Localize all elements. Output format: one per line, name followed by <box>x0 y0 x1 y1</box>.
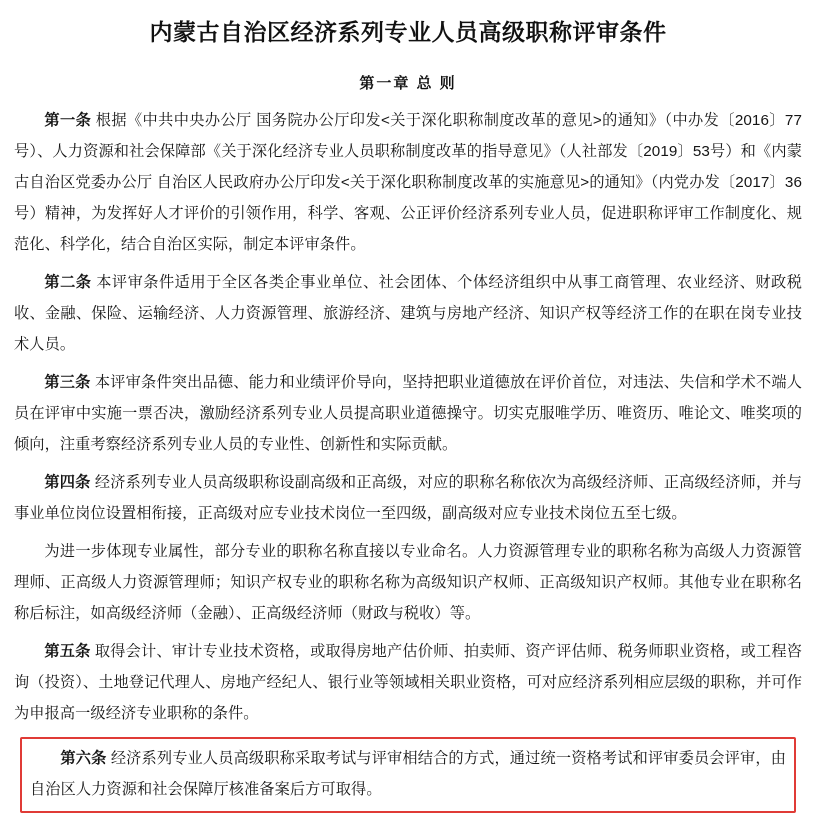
paragraph-article-4 <box>14 467 802 529</box>
paragraph-text: 本评审条件适用于全区各类企事业单位、社会团体、个体经济组织中从事工商管理、农业经济、财政税收、金融、保险、运输经济、人力资源管理、旅游经济、建筑与房地产经济、知识产权等经济工作的在职在岗专业技术人员。 <box>14 274 802 354</box>
document-page <box>0 16 816 799</box>
paragraph-text: 本评审条件突出品德、能力和业绩评价导向，坚持把职业道德放在评价首位，对违法、失信和学术不端人员在评审中实施一票否决，激励经济系列专业人员提高职业道德操守。切实克服唯学历、唯资历、唯论文、唯奖项的倾向，注重考察经济系列专业人员的专业性、创新性和实际贡献。 <box>14 374 802 454</box>
paragraph-article-5 <box>14 636 802 729</box>
paragraph-lead: 第四条 <box>44 474 91 492</box>
paragraph-lead: 第五条 <box>44 643 91 661</box>
paragraph-article-1 <box>14 105 802 260</box>
chapter-heading: 第一章 总 则 <box>359 75 457 93</box>
highlighted-article-6-box <box>20 737 796 813</box>
paragraph-article-2 <box>14 267 802 360</box>
paragraph-article-4-continued <box>14 536 802 629</box>
paragraph-lead: 第二条 <box>44 274 92 292</box>
paragraph-article-3 <box>14 367 802 460</box>
paragraph-lead: 第三条 <box>44 374 91 392</box>
paragraph-text: 经济系列专业人员高级职称设副高级和正高级，对应的职称名称依次为高级经济师、正高级经济师，并与事业单位岗位设置相衔接，正高级对应专业技术岗位一至四级，副高级对应专业技术岗位五至七级。 <box>14 474 802 523</box>
paragraph-text: 为进一步体现专业属性，部分专业的职称名称直接以专业命名。人力资源管理专业的职称名称为高级人力资源管理师、正高级人力资源管理师；知识产权专业的职称名称为高级知识产权师、正高级知识产权师。其他专业在职称名称后标注，如高级经济师（金融）、正高级经济师（财政与税收）等。 <box>14 543 802 623</box>
paragraph-text: 取得会计、审计专业技术资格，或取得房地产估价师、拍卖师、资产评估师、税务师职业资格，或工程咨询（投资）、土地登记代理人、房地产经纪人、银行业等领域相关职业资格，可对应经济系列相应层级的职称，并可作为申报高一级经济专业职称的条件。 <box>14 643 802 723</box>
paragraph-article-6 <box>30 743 786 805</box>
page-title: 内蒙古自治区经济系列专业人员高级职称评审条件 <box>149 19 667 45</box>
document-body <box>0 105 816 813</box>
paragraph-text: 经济系列专业人员高级职称采取考试与评审相结合的方式，通过统一资格考试和评审委员会评审，由自治区人力资源和社会保障厅核准备案后方可取得。 <box>30 750 786 799</box>
paragraph-text: 根据《中共中央办公厅 国务院办公厅印发<关于深化职称制度改革的意见>的通知》（中办发〔2016〕77号）、人力资源和社会保障部《关于深化经济专业人员职称制度改革的指导意见》（人社部发〔2019〕53号）和《内蒙古自治区党委办公厅 自治区人民政府办公厅印发<关于深化职称制度改革的实施意见>的通知》（内党办发〔2017〕36号）精神，为发挥好人才评价的引领作用，科学、客观、公正评价经济系列专业人员，促进职称评审工作制度化、规范化、科学化，结合自治区实际，制定本评审条件。 <box>14 112 802 254</box>
paragraph-lead: 第一条 <box>44 112 92 130</box>
paragraph-lead: 第六条 <box>60 750 107 768</box>
